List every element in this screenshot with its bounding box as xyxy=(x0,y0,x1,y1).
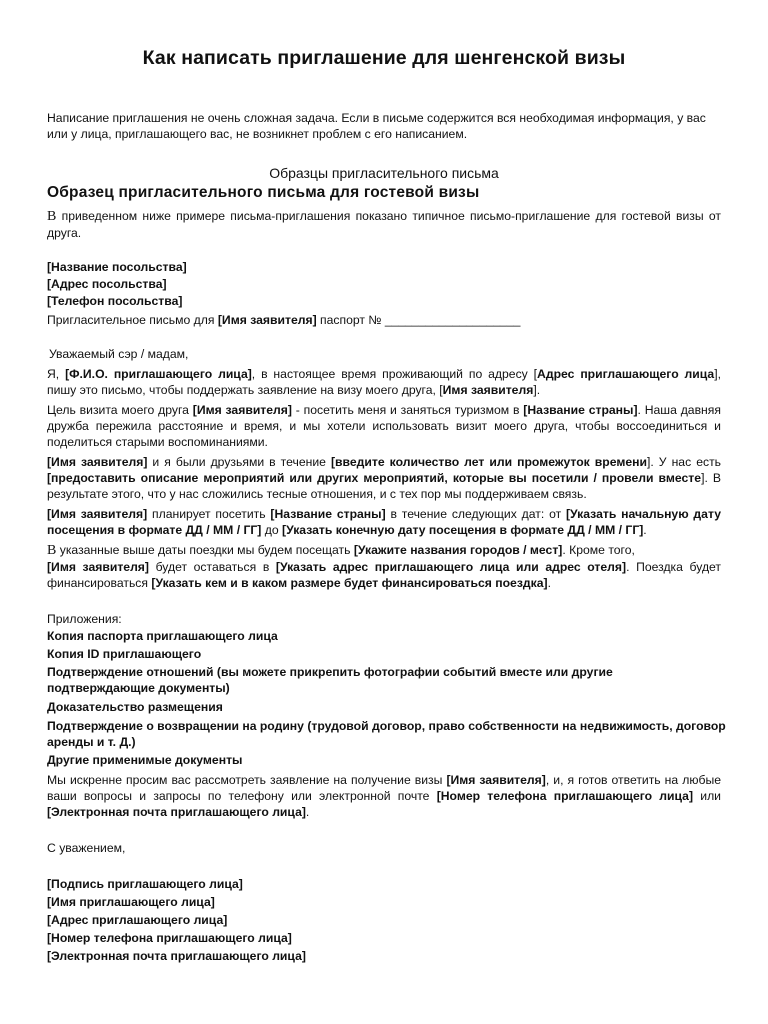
paragraph-4 xyxy=(47,506,721,538)
closing-text-1: Мы искренне просим вас рассмотреть заявление на получение визы xyxy=(47,773,447,787)
p5-text-2: . Кроме того, xyxy=(562,543,635,557)
p3-bold-1: [Имя заявителя] xyxy=(47,455,148,469)
invitation-suffix: паспорт № ____________________ xyxy=(316,313,521,327)
p1-bold-3: Имя заявителя xyxy=(442,383,534,397)
signature-line: [Подпись приглашающего лица] xyxy=(47,877,243,891)
p1-bold-2: Адрес приглашающего лица xyxy=(537,367,715,381)
closing-text-3: или xyxy=(693,789,721,803)
p1-text-2: , в настоящее время проживающий по адресу [ xyxy=(251,367,538,381)
p4-text-4: . xyxy=(643,523,647,537)
p3-text-3: ]. В результате этого, что у нас сложились тесные отношения, и с тех пор мы поддерживаем связь. xyxy=(47,471,721,501)
embassy-name-field: [Название посольства] xyxy=(47,260,187,274)
p1-bold-1: [Ф.И.О. приглашающего лица] xyxy=(65,367,252,381)
p4-bold-3: [Указать начальную дату посещения в формате ДД / ММ / ГГ] xyxy=(47,507,722,537)
p5-text-3: будет оставаться в xyxy=(148,560,276,574)
p5-text-5: . xyxy=(547,576,551,590)
p3-text-1: и я были друзьями в течение xyxy=(147,455,331,469)
p5-first-letter: В xyxy=(47,543,57,558)
salutation: Уважаемый сэр / мадам, xyxy=(49,347,189,361)
closing-text-2: , и, я готов ответить на любые ваши вопросы и запросы по телефону или электронной почте xyxy=(47,773,721,803)
p3-text-2: ]. У нас есть xyxy=(647,455,721,469)
attachment-item: Копия ID приглашающего xyxy=(47,647,202,661)
p4-bold-1: [Имя заявителя] xyxy=(47,507,148,521)
p5-bold-1: [Укажите названия городов / мест] xyxy=(353,543,563,557)
section-heading: Образцы пригласительного письма xyxy=(269,165,499,181)
p2-text-2: - посетить меня и заняться туризмом в xyxy=(291,403,524,417)
p4-text-2: в течение следующих дат: от xyxy=(385,507,566,521)
p1-text-3: ], пишу это письмо, чтобы поддержать заявление на визу моего друга, [ xyxy=(47,367,721,397)
p5-bold-3: [Указать адрес приглашающего лица или адрес отеля] xyxy=(275,560,627,574)
p5-text-4: . Поездка будет финансироваться xyxy=(47,560,722,590)
intro-paragraph: Написание приглашения не очень сложная задача. Если в письме содержится вся необходимая информация, у вас или у лица, приглашающего вас, не возникнет проблем с его написанием. xyxy=(47,111,706,141)
attachment-item: Подтверждение отношений (вы можете прикрепить фотографии событий вместе или другие подтверждающие документы) xyxy=(47,665,613,695)
invitation-applicant: [Имя заявителя] xyxy=(217,313,317,327)
attachment-item: Подтверждение о возвращении на родину (трудовой договор, право собственности на недвижимость, договор аренды и т. Д.) xyxy=(47,719,726,749)
p1-text-1: Я, xyxy=(47,367,66,381)
closing-text-4: . xyxy=(305,805,310,819)
attachments-heading: Приложения: xyxy=(47,612,122,626)
p4-bold-2: [Название страны] xyxy=(270,507,386,521)
p5-bold-2: [Имя заявителя] xyxy=(47,560,149,574)
attachment-item: Другие применимые документы xyxy=(47,753,243,767)
paragraph-1 xyxy=(47,366,721,398)
embassy-address-field: [Адрес посольства] xyxy=(47,277,167,291)
closing-bold-2: [Номер телефона приглашающего лица] xyxy=(436,789,694,803)
signature-line: [Электронная почта приглашающего лица] xyxy=(47,949,306,963)
p2-bold-2: [Название страны] xyxy=(523,403,638,417)
p2-text-1: Цель визита моего друга xyxy=(47,403,193,417)
embassy-phone-field: [Телефон посольства] xyxy=(47,294,183,308)
page-title: Как написать приглашение для шенгенской визы xyxy=(142,47,626,69)
p3-bold-3: [предоставить описание мероприятий или других мероприятий, которые вы посетили / провели вместе xyxy=(47,471,702,485)
closing-bold-3: [Электронная почта приглашающего лица] xyxy=(47,805,306,819)
paragraph-5 xyxy=(47,542,721,591)
regards-line: С уважением, xyxy=(47,841,126,855)
signature-line: [Имя приглашающего лица] xyxy=(47,895,215,909)
p3-bold-2: [введите количество лет или промежуток времени xyxy=(330,455,647,469)
lead-text: приведенном ниже примере письма-приглашения показано типичное письмо-приглашение для гостевой визы от друга. xyxy=(47,209,721,240)
p5-text-1: указанные выше даты поездки мы будем посещать xyxy=(56,543,354,557)
attachment-item: Копия паспорта приглашающего лица xyxy=(47,629,278,643)
lead-first-letter: В xyxy=(47,209,57,224)
lead-paragraph xyxy=(47,208,721,241)
p4-bold-4: [Указать конечную дату посещения в формате ДД / ММ / ГГ] xyxy=(282,523,644,537)
signature-line: [Адрес приглашающего лица] xyxy=(47,913,228,927)
paragraph-2 xyxy=(47,402,721,450)
invitation-line xyxy=(47,312,520,328)
attachment-item: Доказательство размещения xyxy=(47,700,223,714)
subsection-heading: Образец пригласительного письма для гостевой визы xyxy=(47,184,480,201)
invitation-prefix: Пригласительное письмо для xyxy=(47,313,218,327)
closing-paragraph xyxy=(47,772,721,820)
paragraph-3 xyxy=(47,454,721,502)
p2-bold-1: [Имя заявителя] xyxy=(192,403,292,417)
p4-text-1: планирует посетить xyxy=(147,507,271,521)
p4-text-3: до xyxy=(261,523,283,537)
p5-bold-4: [Указать кем и в каком размере будет финансироваться поездка] xyxy=(151,576,548,590)
signature-line: [Номер телефона приглашающего лица] xyxy=(47,931,292,945)
p1-text-4: ]. xyxy=(533,383,541,397)
p2-text-3: . Наша давняя дружба пережила расстояние и время, и мы хотели использовать визит моего друга, чтобы воссоединиться и поделиться старыми воспоминаниями. xyxy=(47,403,721,449)
closing-bold-1: [Имя заявителя] xyxy=(446,773,546,787)
